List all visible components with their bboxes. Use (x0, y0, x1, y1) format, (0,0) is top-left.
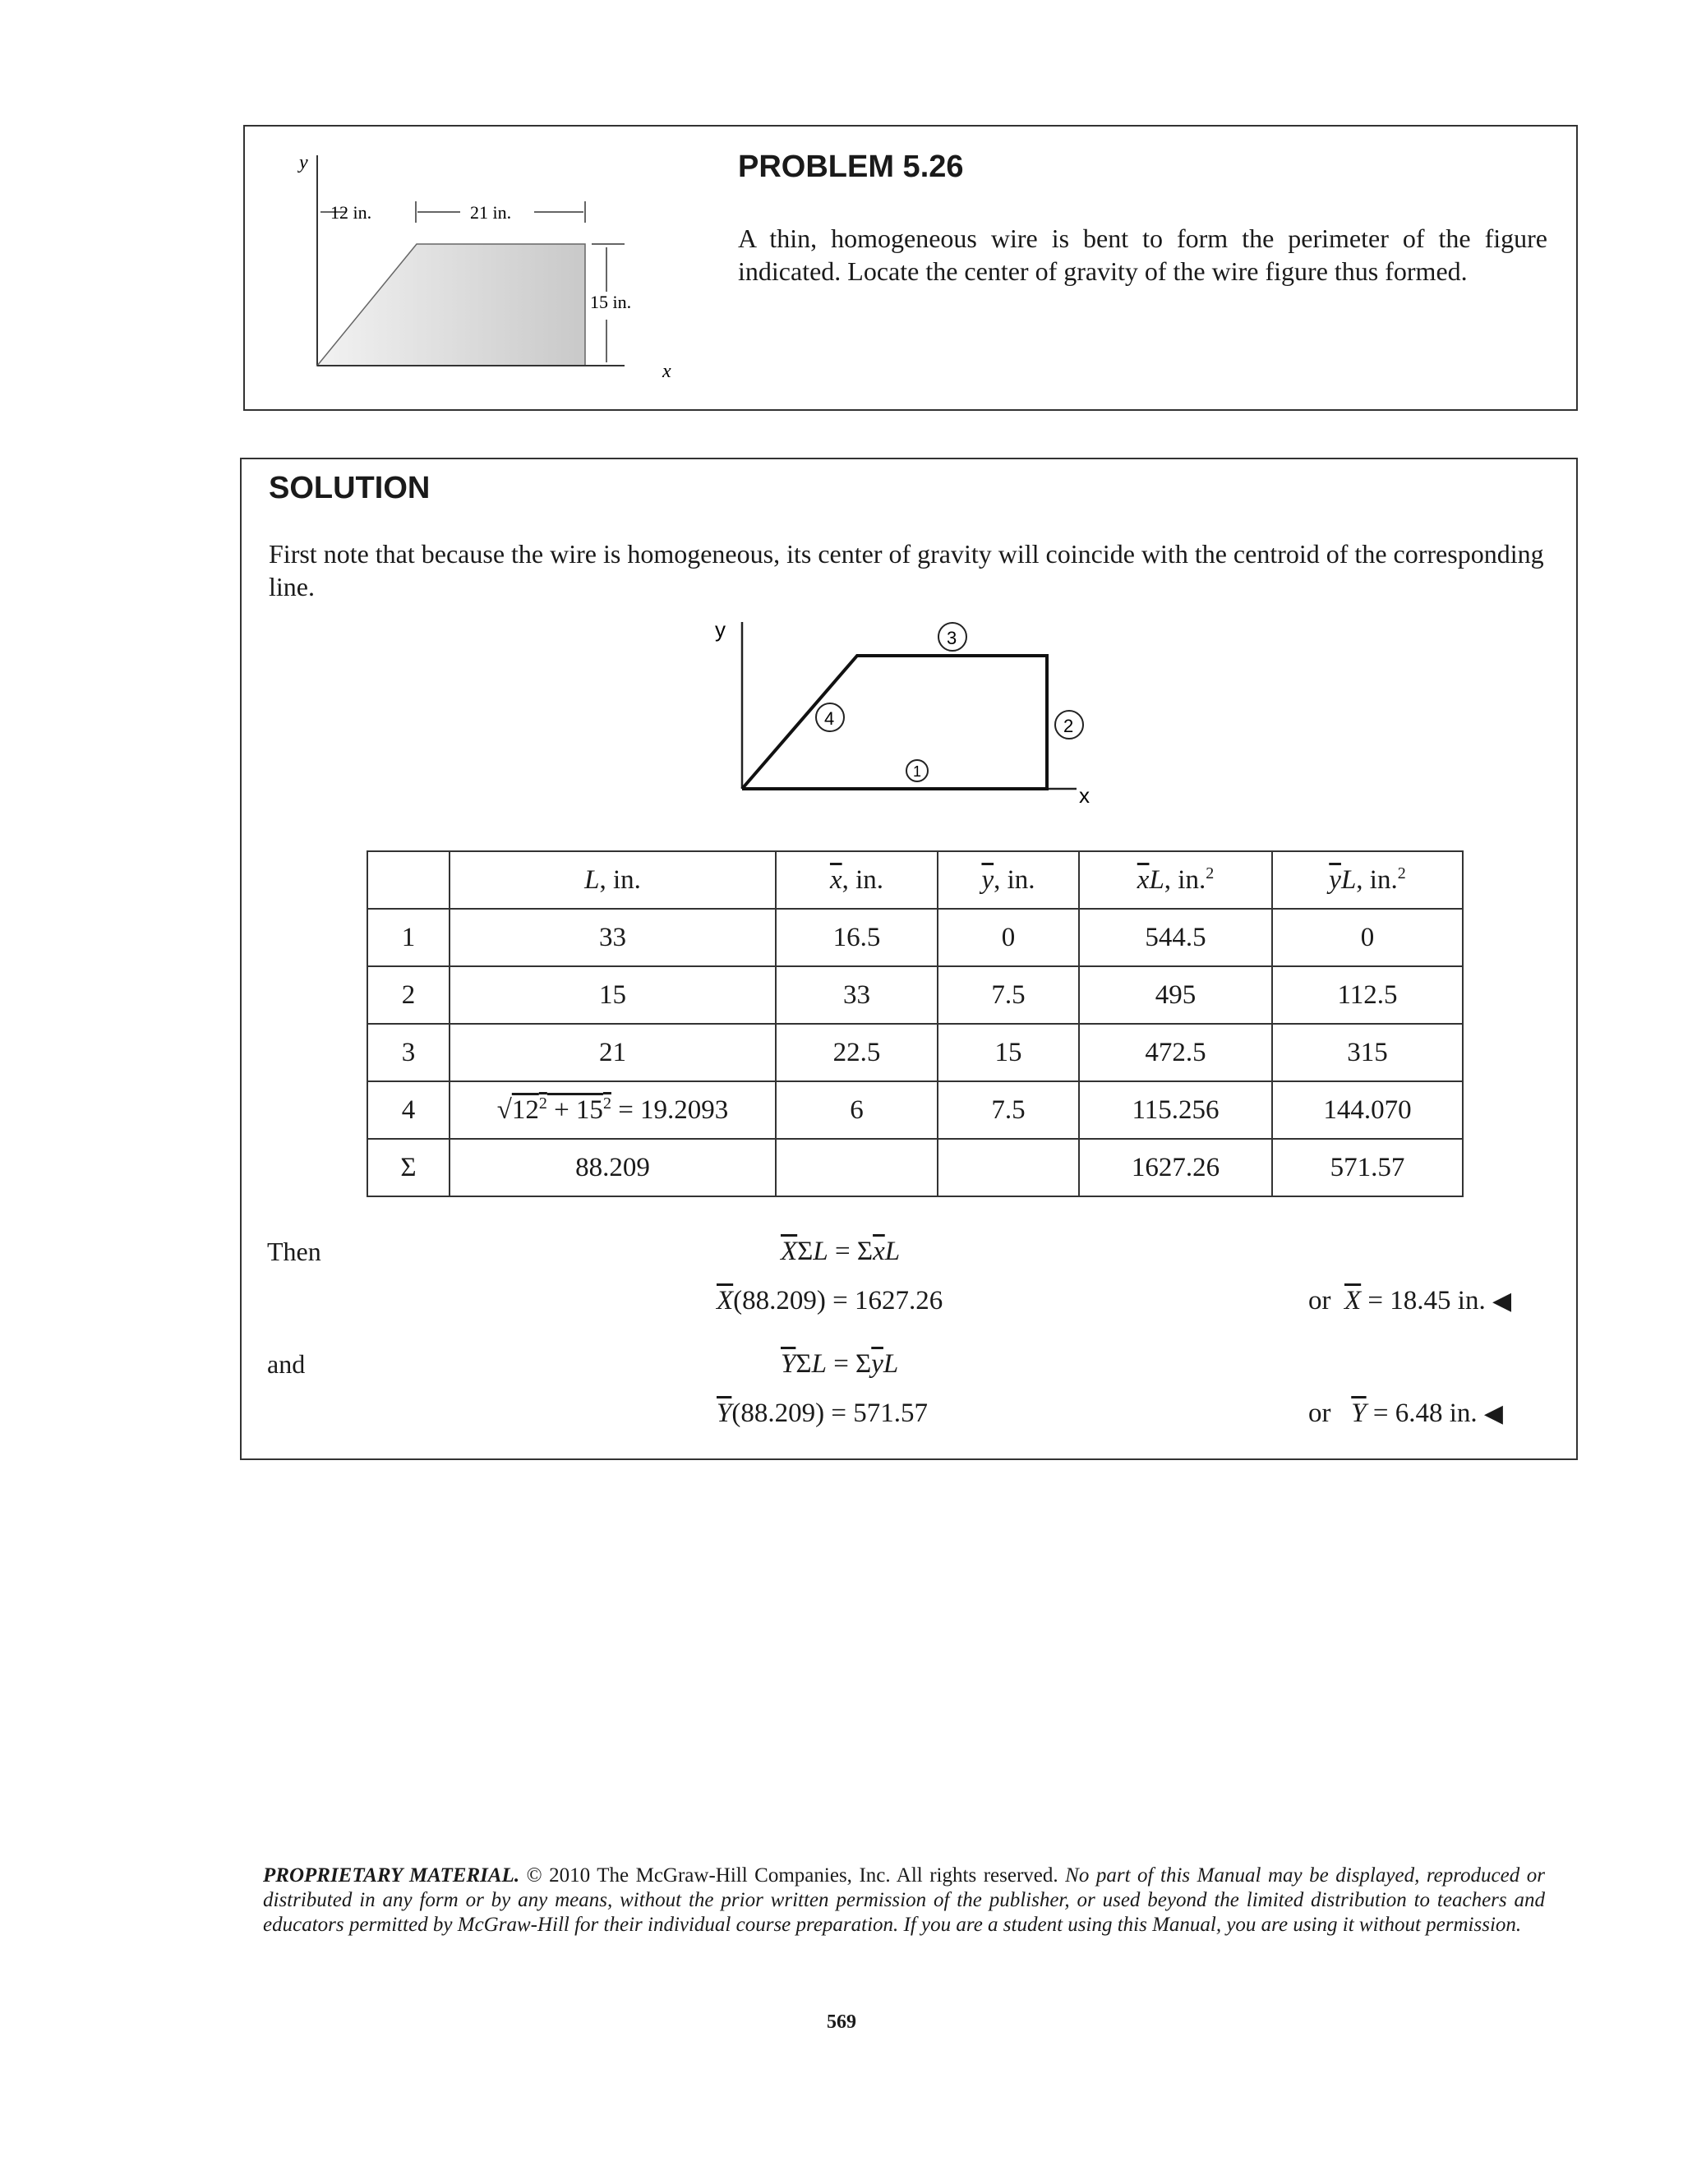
row-xl: 544.5 (1079, 909, 1272, 966)
row-y: 7.5 (938, 966, 1079, 1024)
row-xl: 115.256 (1079, 1081, 1272, 1139)
solution-sketch (707, 612, 1134, 818)
table-sum-row (367, 1139, 1463, 1196)
row-yl: 144.070 (1272, 1081, 1463, 1139)
row-y: 15 (938, 1024, 1079, 1081)
sketch-y-axis-label: y (715, 617, 726, 642)
figure-x-axis-label: x (662, 361, 671, 382)
row-yl: 0 (1272, 909, 1463, 966)
result-x-marker: ◀ (1492, 1288, 1512, 1315)
row-length: 15 (450, 966, 776, 1024)
table-row (367, 1081, 1463, 1139)
result-y-value: = 6.48 in. (1366, 1398, 1478, 1428)
table-row (367, 966, 1463, 1024)
row-id: 4 (367, 1081, 450, 1139)
sum-x (776, 1139, 938, 1196)
header-length: L, in. (450, 851, 776, 909)
row-id: 1 (367, 909, 450, 966)
equation-y-sum: $\overline{Y}\Sigma L = \Sigma\overline{y}L$ (781, 1349, 899, 1379)
row-length: 21 (450, 1024, 776, 1081)
segment-2-label: 2 (1063, 716, 1074, 736)
sum-yl: 571.57 (1272, 1139, 1463, 1196)
segment-1-label: 1 (913, 763, 922, 780)
result-x-value: = 18.45 in. (1361, 1286, 1486, 1315)
and-label: and (267, 1349, 306, 1379)
problem-title: PROBLEM 5.26 (738, 150, 964, 184)
header-xl: $\overline{x}L$, in.$^2$ (1079, 851, 1272, 909)
result-y-marker: ◀ (1483, 1400, 1503, 1427)
result-y: or $\overline{Y} = 6.48$ in. ◀ (1308, 1398, 1503, 1428)
table-row (367, 1024, 1463, 1081)
solution-title: SOLUTION (269, 471, 431, 505)
sqrt-value: = 19.2093 (618, 1095, 729, 1125)
header-y: $\overline{y}$, in. (938, 851, 1079, 909)
row-y: 7.5 (938, 1081, 1079, 1139)
equation-x-value: $\overline{X}(88.209) = 1627.26$ (717, 1286, 943, 1315)
sum-xl: 1627.26 (1079, 1139, 1272, 1196)
result-y-or: or (1308, 1398, 1331, 1428)
then-label: Then (267, 1237, 321, 1266)
solution-intro: First note that because the wire is homogeneous, its center of gravity will coincide with the centroid of the corresponding line. (269, 539, 1544, 601)
row-y: 0 (938, 909, 1079, 966)
dim-15-in: 15 in. (590, 292, 632, 312)
row-x: 33 (776, 966, 938, 1024)
footer-copyright: © 2010 The McGraw-Hill Companies, Inc. All rights reserved. (519, 1864, 1066, 1887)
table-header-row (367, 851, 1463, 909)
centroid-table (367, 850, 1464, 1197)
row-length: 33 (450, 909, 776, 966)
figure-y-axis-label: y (299, 152, 308, 173)
row-x: 16.5 (776, 909, 938, 966)
table-row (367, 909, 1463, 966)
figure-shape (317, 244, 585, 366)
problem-figure (296, 144, 707, 390)
row-yl: 112.5 (1272, 966, 1463, 1024)
sum-length: 88.209 (450, 1139, 776, 1196)
header-index (367, 851, 450, 909)
row-id: 3 (367, 1024, 450, 1081)
header-x: $\overline{x}$, in. (776, 851, 938, 909)
result-x: or $\overline{X} = 18.45$ in. ◀ (1308, 1286, 1512, 1315)
copyright-footer (263, 1864, 1545, 1937)
footer-notice: No part of this Manual may be displayed, reproduced or distributed in any form or by any means, without the prior written permission of the publisher, or used beyond the limited distribution to teachers and educators permitted by McGraw-Hill for their individual course preparation. If you are a student using this Manual, you are using it without permission. (263, 1864, 1545, 1936)
footer-lead: PROPRIETARY MATERIAL. (263, 1864, 520, 1887)
segment-3-label: 3 (947, 628, 957, 648)
row-yl: 315 (1272, 1024, 1463, 1081)
row-xl: 495 (1079, 966, 1272, 1024)
row-length (450, 1081, 776, 1139)
page-number: 569 (827, 2011, 856, 2033)
problem-statement: A thin, homogeneous wire is bent to form the perimeter of the figure indicated. Locate the center of gravity of the wire figure thus formed. (738, 223, 1547, 286)
wire-path (742, 656, 1047, 789)
equation-y-value: $\overline{Y}(88.209) = 571.57$ (717, 1398, 928, 1428)
row-x: 6 (776, 1081, 938, 1139)
row-xl: 472.5 (1079, 1024, 1272, 1081)
header-yl: $\overline{y}L$, in.$^2$ (1272, 851, 1463, 909)
segment-4-label: 4 (824, 708, 835, 729)
row-id: 2 (367, 966, 450, 1024)
dim-21-in: 21 in. (470, 202, 512, 223)
row-x: 22.5 (776, 1024, 938, 1081)
sqrt-expression: $√12^2 + 15^2$ (496, 1094, 611, 1125)
sum-y (938, 1139, 1079, 1196)
equation-x-sum: $\overline{X}\Sigma L = \Sigma\overline{x}L$ (781, 1237, 901, 1266)
result-x-or: or (1308, 1286, 1331, 1315)
dim-12-in: 12 in. (330, 202, 372, 223)
sketch-x-axis-label: x (1079, 783, 1090, 808)
sum-symbol: Σ (367, 1139, 450, 1196)
